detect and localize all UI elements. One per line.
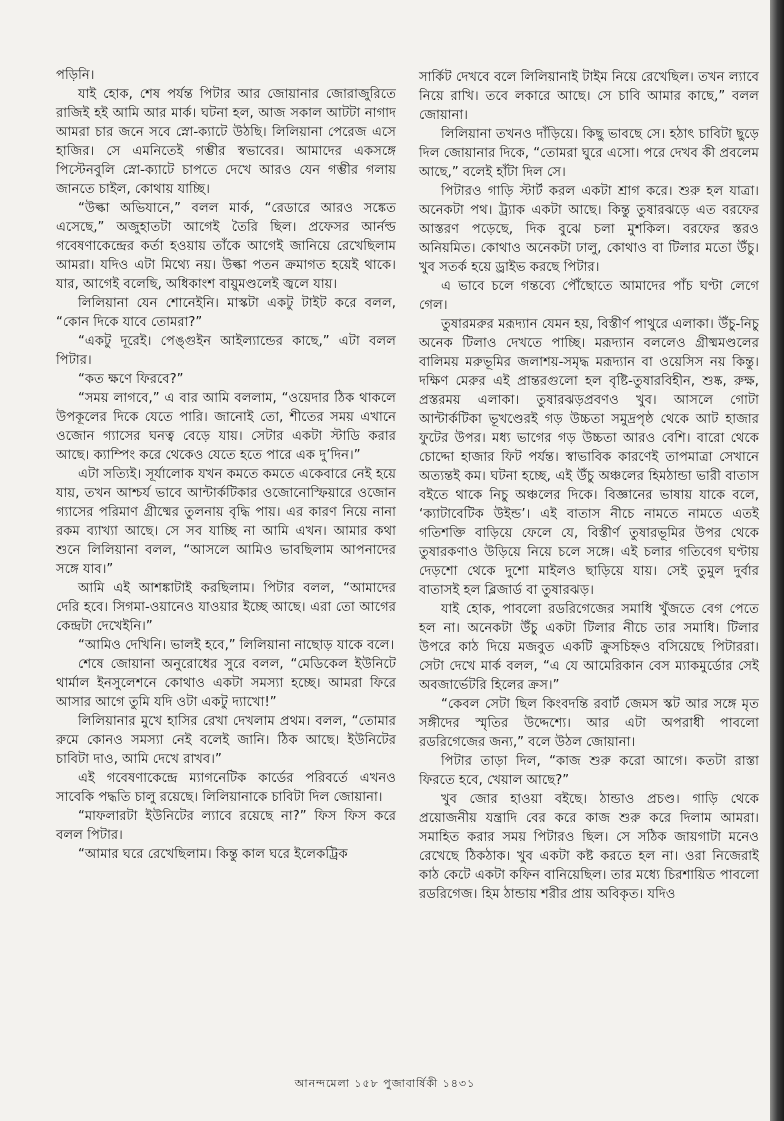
paragraph: শেষে জোয়ানা অনুরোধের সুরে বলল, “মেডিকেল ইউনিটে থার্মাল ইনসুলেশনে কোথাও একটা সমস্যা হচ্ছে। আমরা ফিরে আসার আগে তুমি যদি ওটা একটু দ্যাখো!”: [56, 657, 396, 710]
paragraph: “একটু দূরেই। পেঙ্গুইন আইল্যান্ডের কাছে,” এটা বলল পিটার।: [56, 334, 396, 368]
paragraph: লিলিয়ানার মুখে হাসির রেখা দেখলাম প্রথম। বলল, “তোমার রুমে কোনও সমস্যা নেই বলেই জানি। ঠিক আছে। ইউনিটের চাবিটা দাও, আমি দেখে রাখব।”: [56, 714, 396, 767]
paragraph: “মাফলারটা ইউনিটের ল্যাবে রয়েছে না?” ফিস ফিস করে বলল পিটার।: [56, 809, 396, 843]
paragraph: “কেবল সেটা ছিল কিংবদন্তি রবার্ট জেমস স্কট আর সঙ্গে মৃত সঙ্গীদের স্মৃতির উদ্দেশ্যে। আর এটা অপরাধী পাবলো রডরিগেজের জন্য,” বলে উঠল জোয়ানা।: [419, 697, 759, 750]
paragraph: এটা সত্যিই। সূর্যালোক যখন কমতে কমতে একেবারে নেই হয়ে যায়, তখন আশ্চর্য ভাবে আন্টার্কটিকার ওজোনোস্ফিয়ারে ওজোন গ্যাসের পরিমাণ গ্রীষ্মের তুলনায় বৃদ্ধি পায়। এর কারণ নিয়ে নানা রকম ব্যাখ্যা আছে। সে সব যাচ্ছি না আমি এখন। আমার কথা শুনে লিলিয়ানা বলল, “আসলে আমিও ভাবছিলাম আপনাদের সঙ্গে যাব।”: [56, 467, 396, 577]
left-text-column: [56, 66, 396, 864]
paragraph: “সময় লাগবে,” এ বার আমি বললাম, “ওয়েদার ঠিক থাকলে উপকূলের দিকে যেতে পারি। জানোই তো, শীতের সময় এখানে ওজোন গ্যাসের ঘনত্ব বেড়ে যায়। সেটার একটা স্টাডি করার আছে। ক্যাম্পিং করে থেকেও যেতে হতে পারে এক দু’দিন।”: [56, 391, 396, 463]
paragraph: “কত ক্ষণে ফিরবে?”: [78, 372, 184, 387]
page-binding-edge: [770, 0, 784, 1121]
page-footer: আনন্দমেলা ১৫৮ পুজাবার্ষিকী ১৪৩১: [294, 1077, 476, 1090]
paragraph: লিলিয়ানা যেন শোনেইনি। মাস্কটা একটু টাইট করে বলল, “কোন দিকে যাবে তোমরা?”: [56, 296, 396, 330]
paragraph: যাই হোক, পাবলো রডরিগেজের সমাধি খুঁজতে বেগ পেতে হল না। অনেকটা উঁচু একটা টিলার নীচে তার সমাধি। টিলার উপরে কাঠ দিয়ে মজবুত একটি ক্রুসচিহ্নও বসিয়েছে পিটাররা। সেটা দেখে মার্ক বলল, “এ যে আমেরিকান বেস ম্যাকমুর্ডোর সেই অবজার্ভেটরি হিলের ক্রস।”: [419, 602, 759, 693]
right-text-column: [419, 68, 759, 904]
paragraph: “আমিও দেখিনি। ভালই হবে,” লিলিয়ানা নাছোড় যাকে বলে।: [78, 638, 395, 653]
paragraph: সার্কিট দেখবে বলে লিলিয়ানাই টাইম নিয়ে রেখেছিল। তখন ল্যাবে নিয়ে রাখি। তবে লকারে আছে। সে চাবি আমার কাছে,” বলল জোয়ানা।: [419, 70, 759, 123]
paragraph: পিটার তাড়া দিল, “কাজ শুরু করো আগে। কতটা রাস্তা ফিরতে হবে, খেয়াল আছে?”: [419, 754, 759, 788]
paragraph: “আমার ঘরে রেখেছিলাম। কিন্তু কাল ঘরে ইলেকট্রিক: [78, 847, 348, 862]
paragraph: যাই হোক, শেষ পর্যন্ত পিটার আর জোয়ানার জোরাজুরিতে রাজিই হই আমি আর মার্ক। ঘটনা হল, আজ সকাল আটটা নাগাদ আমরা চার জনে সবে স্নো-ক্যাটে উঠছি। লিলিয়ানা পেরেজ এসে হাজির। সে এমনিতেই গম্ভীর স্বভাবের। আমাদের একসঙ্গে পিস্টেনবুলি স্নো-ক্যাটে চাপতে দেখে আরও যেন গম্ভীর গলায় জানতে চাইল, কোথায় যাচ্ছি।: [56, 87, 396, 197]
paragraph: লিলিয়ানা তখনও দাঁড়িয়ে। কিছু ভাবছে সে। হঠাৎ চাবিটা ছুড়ে দিল জোয়ানার দিকে, “তোমরা ঘুরে এসো। পরে দেখব কী প্রবলেম আছে,” বলেই হাঁটা দিল সে।: [419, 127, 759, 180]
paragraph: এ ভাবে চলে গন্তব্যে পৌঁছোতে আমাদের পাঁচ ঘণ্টা লেগে গেল।: [419, 279, 759, 313]
paragraph: পড়িনি।: [56, 68, 95, 83]
paragraph: আমি এই আশঙ্কাটাই করছিলাম। পিটার বলল, “আমাদের দেরি হবে। সিগমা-ওয়ানেও যাওয়ার ইচ্ছে আছে। এরা তো আগের কেন্দ্রটা দেখেইনি।”: [56, 581, 396, 634]
paragraph: “উল্কা অভিযানে,” বলল মার্ক, “রেডারে আরও সঙ্কেত এসেছে,” অজুহাতটা আগেই তৈরি ছিল। প্রফেসর আর্নল্ড গবেষণাকেন্দ্রের কর্তা হওয়ায় তাঁকে আগেই জানিয়ে রেখেছিলাম আমরা। যদিও এটা মিথ্যে নয়। উল্কা পতন ক্রমাগত হয়েই থাকে। যার, আগেই বলেছি, অধিকাংশ বায়ুমণ্ডলেই জ্বলে যায়।: [56, 201, 396, 292]
paragraph: খুব জোর হাওয়া বইছে। ঠান্ডাও প্রচণ্ড। গাড়ি থেকে প্রয়োজনীয় যন্ত্রাদি বের করে কাজ শুরু করে দিলাম আমরা। সমাহিত করার সময় পিটারও ছিল। সে সঠিক জায়গাটা মনেও রেখেছে ঠিকঠাক। খুব একটা কষ্ট করতে হল না। ওরা নিজেরাই কাঠ কেটে একটা কফিন বানিয়েছিল। তার মধ্যে চিরশায়িত পাবলো রডরিগেজ। হিম ঠান্ডায় শরীর প্রায় অবিকৃত। যদিও: [419, 792, 759, 902]
paragraph: পিটারও গাড়ি স্টার্ট করল একটা শ্রাগ করে। শুরু হল যাত্রা। অনেকটা পথ। ট্র্যাক একটা আছে। কিন্তু তুষারঝড়ে এত বরফের আস্তরণ পড়েছে, দিক বুঝে চলা মুশকিল। বরফের স্তরও অনিয়মিত। কোথাও অনেকটা ঢালু, কোথাও বা টিলার মতো উঁচু। খুব সতর্ক হয়ে ড্রাইভ করছে পিটার।: [419, 184, 759, 275]
paragraph: এই গবেষণাকেন্দ্রে ম্যাগনেটিক কার্ডের পরিবর্তে এখনও সাবেকি পদ্ধতি চালু রয়েছে। লিলিয়ানাকে চাবিটা দিল জোয়ানা।: [56, 771, 396, 805]
paragraph: তুষারমরুর মরূদ্যান যেমন হয়, বিস্তীর্ণ পাথুরে এলাকা। উঁচু-নিচু অনেক টিলাও দেখতে পাচ্ছি। মরূদ্যান বললেও গ্রীষ্মমণ্ডলের বালিময় মরুভূমির জলাশয়-সমৃদ্ধ মরূদ্যান বা ওয়েসিস নয় কিন্তু। দক্ষিণ মেরুর এই প্রান্তরগুলো হল বৃষ্টি-তুষারবিহীন, শুষ্ক, রুক্ষ, প্রস্তরময় এলাকা। তুষারঝড়প্রবণও খুব। আসলে গোটা আন্টার্কটিকা ভূখণ্ডেরই গড় উচ্চতা সমুদ্রপৃষ্ঠ থেকে আট হাজার ফুটের উপর। মধ্য ভাগের গড় উচ্চতা আরও বেশি। বারো থেকে চোদ্দো হাজার ফিট পর্যন্ত। স্বাভাবিক কারণেই তাপমাত্রা সেখানে অত্যন্তই কম। ঘটনা হচ্ছে, এই উঁচু অঞ্চলের হিমঠান্ডা ভারী বাতাস বইতে থাকে নিচু অঞ্চলের দিকে। বিজ্ঞানের ভাষায় যাকে বলে, ‘ক্যাটাবেটিক উইন্ড’। এই বাতাস নীচে নামতে নামতে এতই গতিশক্তি বাড়িয়ে ফেলে যে, বিস্তীর্ণ তুষারভূমির উপর থেকে তুষারকণাও উড়িয়ে নিয়ে চলে সঙ্গে। এই চলার গতিবেগ ঘণ্টায় দেড়শো থেকে দুশো মাইলও ছাড়িয়ে যায়। সেই তুমুল দুর্বার বাতাসই হল ব্লিজার্ড বা তুষারঝড়।: [419, 317, 759, 598]
